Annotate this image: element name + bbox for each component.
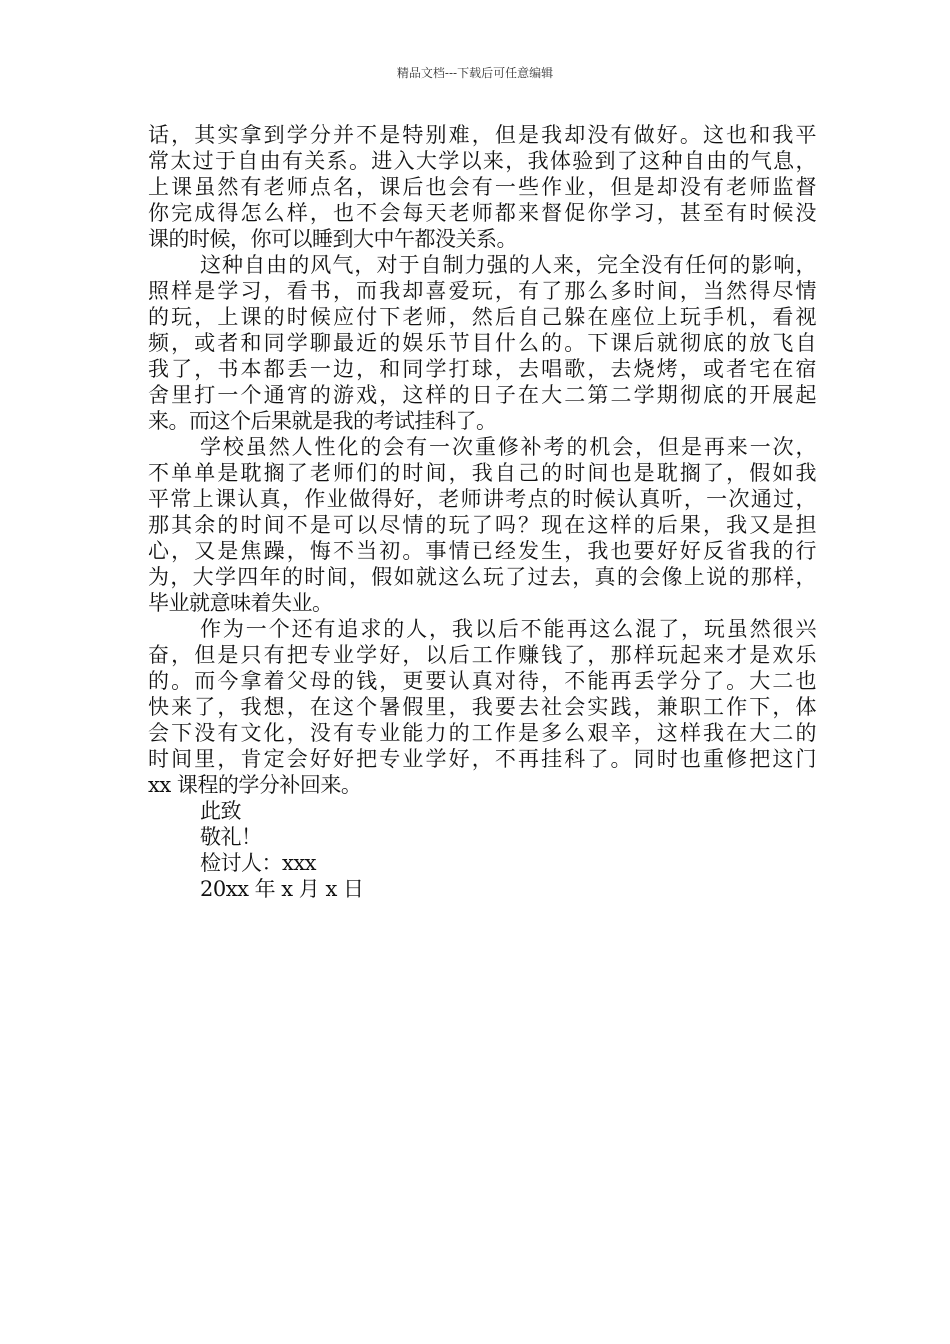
closing-regards: 敬礼！ [200, 825, 262, 849]
paragraph-line: 我了，书本都丢一边，和同学打球，去唱歌，去烧烤，或者宅在宿 [148, 357, 816, 381]
paragraph-line: 为，大学四年的时间，假如就这么玩了过去，真的会像上说的那样， [148, 565, 816, 589]
paragraph-line: 快来了，我想，在这个暑假里，我要去社会实践，兼职工作下，体 [148, 695, 816, 719]
paragraph-line: 课的时候，你可以睡到大中午都没关系。 [148, 227, 517, 251]
paragraph-line: 奋，但是只有把专业学好，以后工作赚钱了，那样玩起来才是欢乐 [148, 643, 816, 667]
paragraph-line: 平常上课认真，作业做得好，老师讲考点的时候认真听，一次通过， [148, 487, 816, 511]
paragraph-line: 会下没有文化，没有专业能力的工作是多么艰辛，这样我在大二的 [148, 721, 816, 745]
paragraph-line: 照样是学习，看书，而我却喜爱玩，有了那么多时间，当然得尽情 [148, 279, 816, 303]
paragraph-line: 来。而这个后果就是我的考试挂科了。 [148, 409, 497, 433]
paragraph-line: 毕业就意味着失业。 [148, 591, 333, 615]
paragraph-line: 你完成得怎么样，也不会每天老师都来督促你学习，甚至有时候没 [148, 201, 816, 225]
paragraph-line: 学校虽然人性化的会有一次重修补考的机会，但是再来一次， [200, 435, 816, 459]
paragraph-line: 频，或者和同学聊最近的娱乐节目什么的。下课后就彻底的放飞自 [148, 331, 816, 355]
closing-salutation: 此致 [200, 799, 241, 823]
paragraph-line: 话，其实拿到学分并不是特别难，但是我却没有做好。这也和我平 [148, 123, 816, 147]
paragraph-line: 心，又是焦躁，悔不当初。事情已经发生，我也要好好反省我的行 [148, 539, 816, 563]
document-body [148, 122, 816, 902]
paragraph-line: 作为一个还有追求的人，我以后不能再这么混了，玩虽然很兴 [200, 617, 816, 641]
page-header: 精品文档---下载后可任意编辑 [396, 66, 554, 80]
paragraph-line: 的。而今拿着父母的钱，更要认真对待，不能再丢学分了。大二也 [148, 669, 816, 693]
closing-date: 20xx 年 x 月 x 日 [200, 877, 364, 901]
paragraph-line: 时间里，肯定会好好把专业学好，不再挂科了。同时也重修把这门 [148, 747, 816, 771]
closing-author: 检讨人：xxx [200, 851, 317, 875]
paragraph-line: 舍里打一个通宵的游戏，这样的日子在大二第二学期彻底的开展起 [148, 383, 816, 407]
paragraph-line: 不单单是耽搁了老师们的时间，我自己的时间也是耽搁了，假如我 [148, 461, 816, 485]
paragraph-line: 那其余的时间不是可以尽情的玩了吗？现在这样的后果，我又是担 [148, 513, 816, 537]
paragraph-line: 这种自由的风气，对于自制力强的人来，完全没有任何的影响， [200, 253, 816, 277]
paragraph-line: 上课虽然有老师点名，课后也会有一些作业，但是却没有老师监督 [148, 175, 816, 199]
paragraph-line: 的玩，上课的时候应付下老师，然后自己躲在座位上玩手机，看视 [148, 305, 816, 329]
paragraph-line: 常太过于自由有关系。进入大学以来，我体验到了这种自由的气息， [148, 149, 816, 173]
paragraph-line: xx 课程的学分补回来。 [148, 773, 362, 797]
